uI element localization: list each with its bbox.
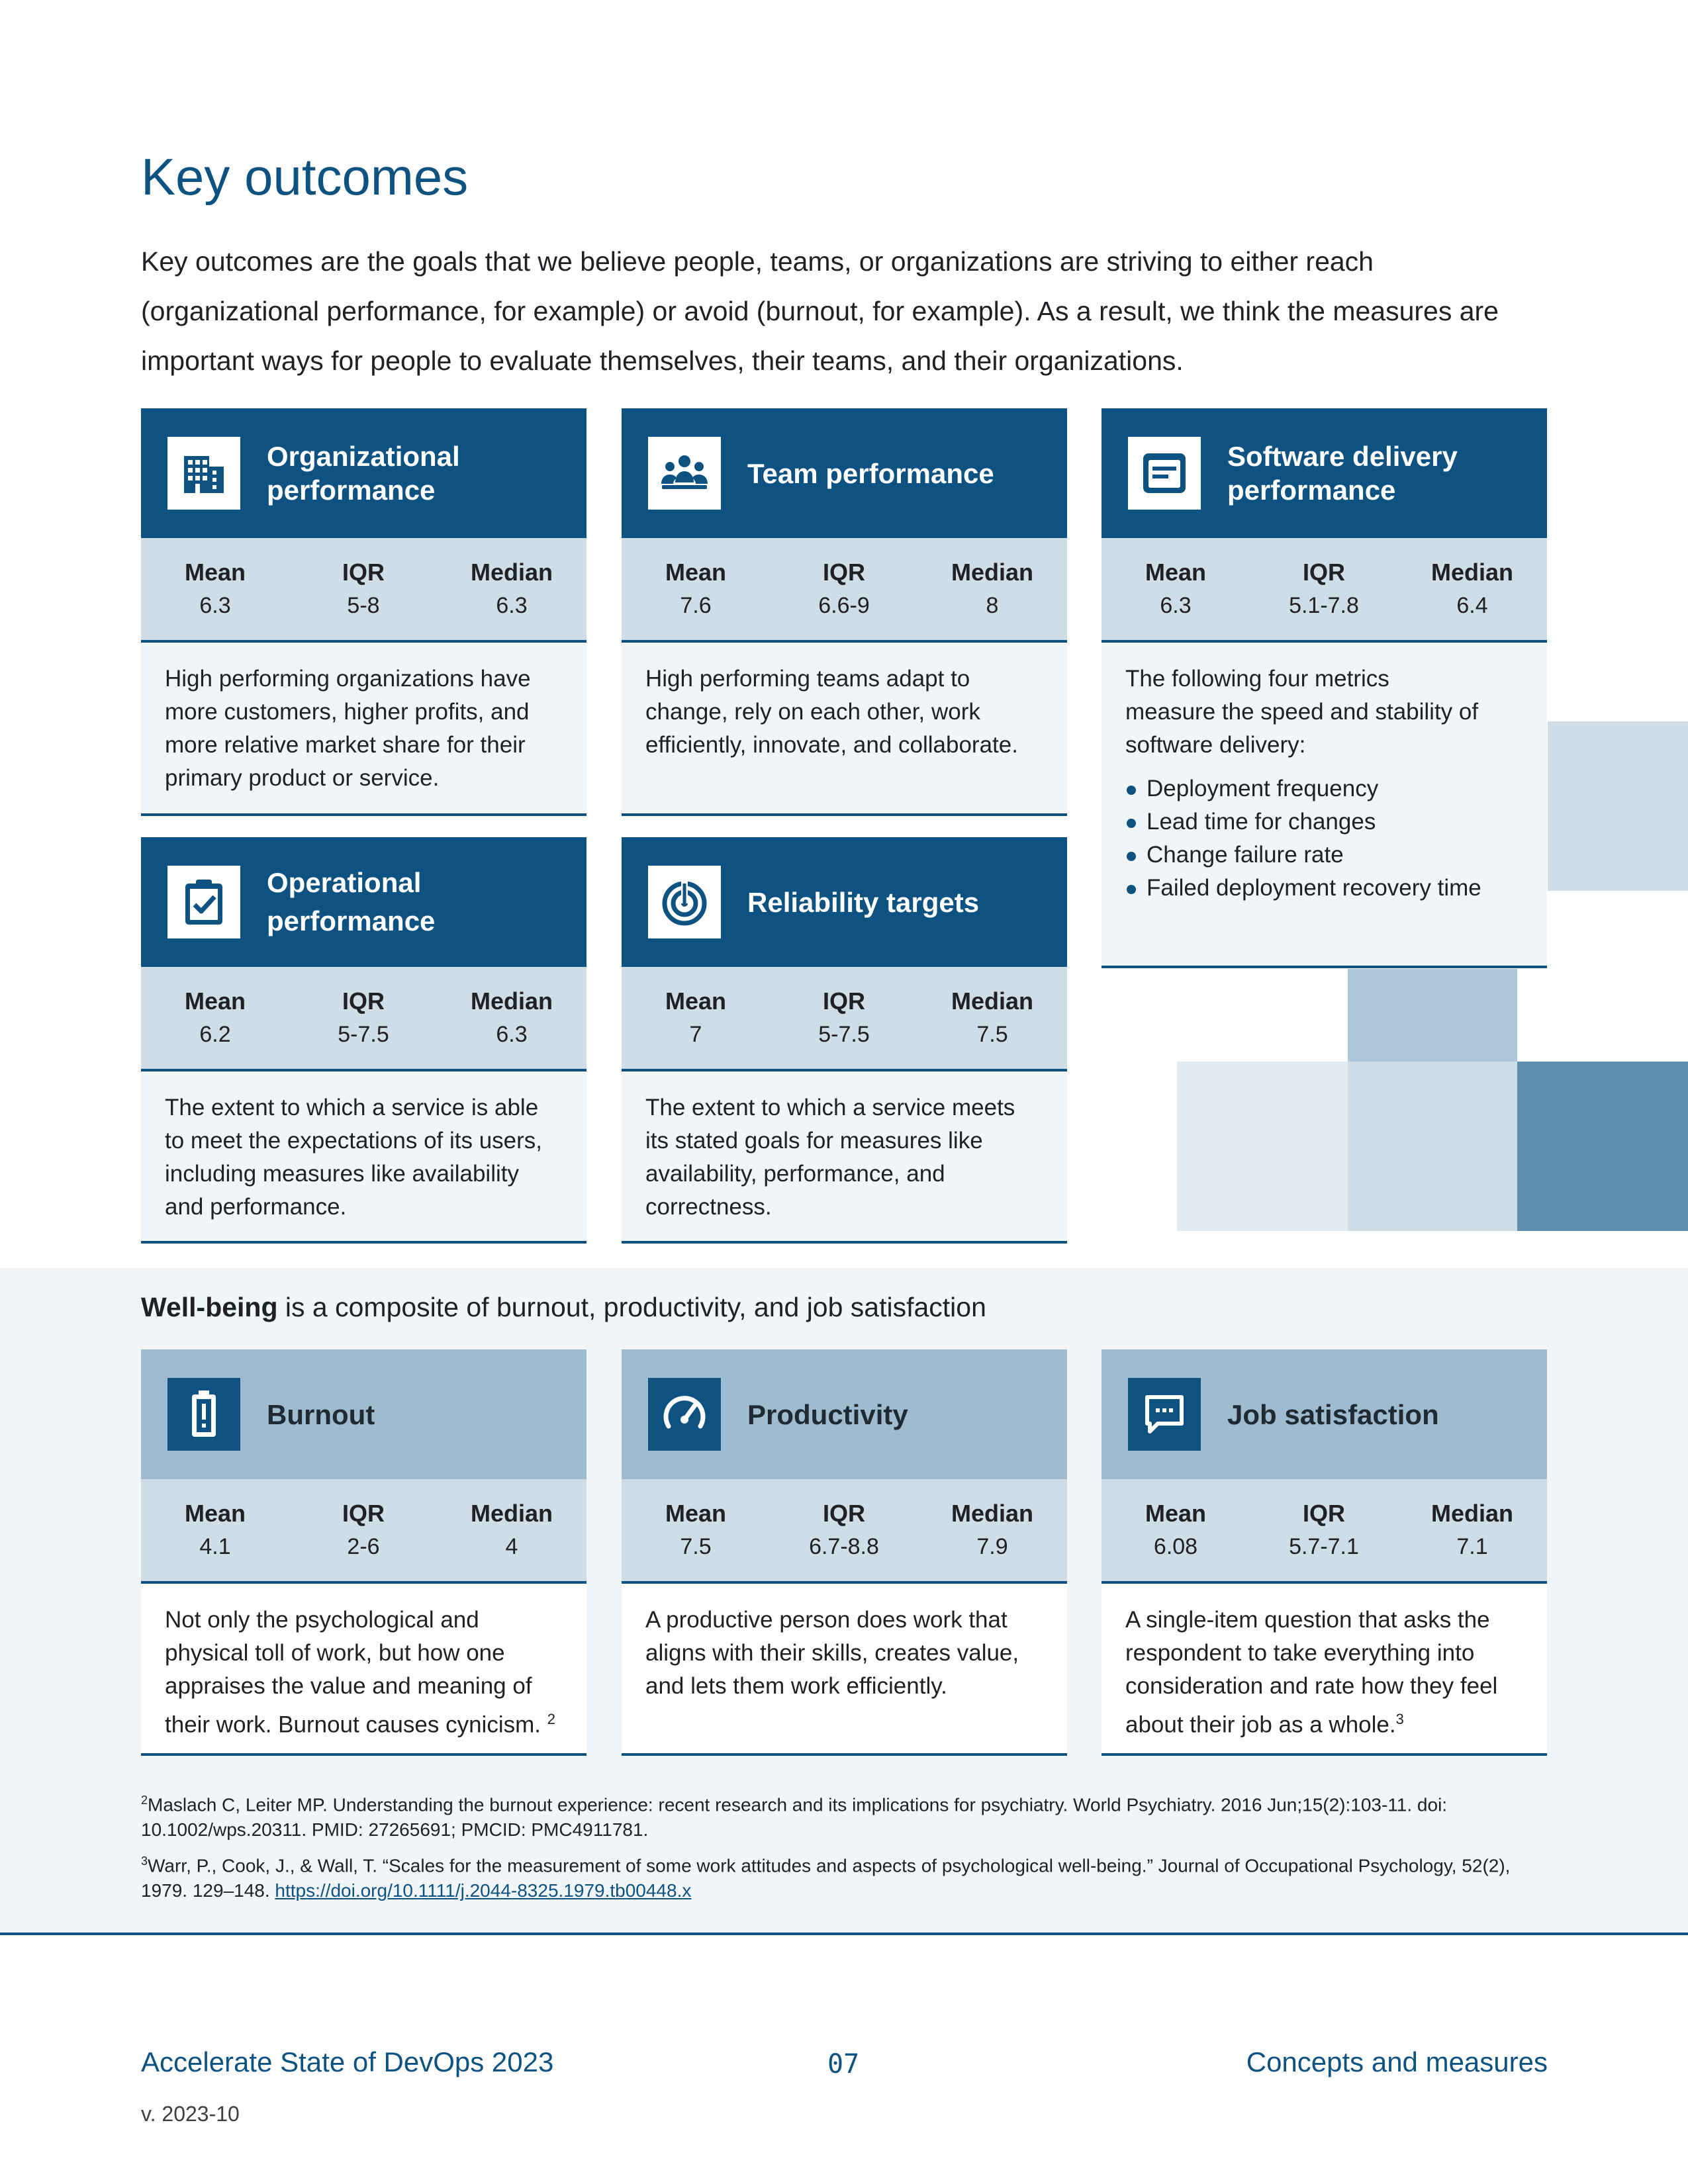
footnote-2 xyxy=(141,1788,1544,1843)
description-text: The extent to which a service meets its stated goals for measures like availability, performance, and correctness. xyxy=(645,1095,1015,1220)
stat-iqr xyxy=(289,985,438,1051)
stat-label: Median xyxy=(951,559,1033,586)
card-job-satisfaction xyxy=(1102,1349,1547,1756)
stat-value: 6.6-9 xyxy=(818,593,870,618)
card-header xyxy=(141,837,586,967)
stat-value: 5.7-7.1 xyxy=(1289,1534,1359,1559)
stats-row xyxy=(622,1479,1067,1584)
stat-iqr xyxy=(289,556,438,622)
stat-value: 6.2 xyxy=(199,1022,231,1047)
card-title: Reliability targets xyxy=(747,886,980,918)
stat-median xyxy=(918,985,1066,1051)
description-text: Not only the psychological and physical toll of work, but how one appraises the value and meaning of their work. Burnout causes cynicism. xyxy=(165,1607,541,1738)
stat-label: Median xyxy=(1430,1500,1513,1527)
footnote-ref[interactable]: 3 xyxy=(1395,1711,1404,1727)
stat-iqr xyxy=(770,556,918,622)
card-software-delivery-performance xyxy=(1102,408,1547,968)
stat-label: Mean xyxy=(184,559,246,586)
stat-value: 5-7.5 xyxy=(818,1022,870,1047)
footer-section-title: Concepts and measures xyxy=(1246,2046,1548,2077)
page-number: 07 xyxy=(827,2049,860,2079)
stat-label: IQR xyxy=(1302,559,1345,586)
stats-row xyxy=(1102,1479,1547,1584)
stat-mean xyxy=(141,985,289,1051)
footnote-ref[interactable]: 2 xyxy=(547,1711,555,1727)
card-description xyxy=(622,643,1067,816)
card-title: Organizational performance xyxy=(267,441,460,506)
card-title: Productivity xyxy=(747,1398,908,1430)
card-header xyxy=(622,1349,1067,1479)
stat-iqr xyxy=(289,1497,438,1563)
stat-label: Median xyxy=(470,1500,553,1527)
stat-value: 5-8 xyxy=(347,593,380,618)
stat-label: Mean xyxy=(1145,559,1207,586)
card-burnout xyxy=(141,1349,586,1756)
stat-median xyxy=(438,556,586,622)
building-icon xyxy=(167,437,240,510)
stat-value: 6.08 xyxy=(1153,1534,1198,1559)
battery-alert-icon xyxy=(167,1378,240,1451)
intro-paragraph: Key outcomes are the goals that we believe people, teams, or organizations are striving to either reach (organizational performance, for example) or avoid (burnout, for example). As a result, we think the measures are important ways for people to evaluate themselves, their teams, and their organizations. xyxy=(141,246,1499,376)
card-organizational-performance xyxy=(141,408,586,816)
stat-label: IQR xyxy=(822,1500,865,1527)
stat-value: 5-7.5 xyxy=(338,1022,389,1047)
stat-iqr xyxy=(770,1497,918,1563)
stat-iqr xyxy=(1250,1497,1398,1563)
stat-value: 7.6 xyxy=(680,593,712,618)
description-text: The extent to which a service is able to meet the expectations of its users, including measures like availability and performance. xyxy=(165,1095,543,1220)
description-text: High performing teams adapt to change, rely on each other, work efficiently, innovate, and collaborate. xyxy=(645,666,1018,758)
stat-value: 7.1 xyxy=(1456,1534,1488,1559)
stat-value: 6.3 xyxy=(496,593,528,618)
stat-median xyxy=(1398,1497,1546,1563)
stat-value: 4 xyxy=(505,1534,518,1559)
card-header xyxy=(1102,1349,1547,1479)
stat-value: 7.5 xyxy=(976,1022,1008,1047)
card-description xyxy=(1102,643,1547,968)
stat-mean xyxy=(622,556,770,622)
stat-value: 8 xyxy=(986,593,999,618)
stat-median xyxy=(438,1497,586,1563)
stat-label: IQR xyxy=(822,987,865,1015)
stats-row xyxy=(141,538,586,643)
stat-value: 7.5 xyxy=(680,1534,712,1559)
footnote-number: 3 xyxy=(141,1854,148,1868)
card-reliability-targets xyxy=(622,837,1067,1244)
description-text: A productive person does work that aligns with their skills, creates value, and lets them work efficiently. xyxy=(645,1607,1019,1699)
card-operational-performance xyxy=(141,837,586,1244)
decorative-square xyxy=(1348,1062,1517,1231)
footnote-text: Warr, P., Cook, J., & Wall, T. “Scales for the measurement of some work attitudes and aspects of psychological well-being.” Journal of Occupational Psychology, 52(2), 1979. 129–148. xyxy=(141,1855,1511,1901)
document-icon xyxy=(1128,437,1201,510)
stat-label: Mean xyxy=(665,1500,727,1527)
doi-link[interactable]: https://doi.org/10.1111/j.2044-8325.1979.tb00448.x xyxy=(275,1880,692,1901)
stat-value: 2-6 xyxy=(347,1534,380,1559)
stat-label: Mean xyxy=(184,1500,246,1527)
decorative-square xyxy=(1548,721,1688,891)
list-item: Deployment frequency xyxy=(1125,772,1523,805)
footnote-text: Maslach C, Leiter MP. Understanding the burnout experience: recent research and its implications for psychiatry. World Psychiatry. 2016 Jun;15(2):103-11. doi: 10.1002/wps.20311. PMID: 27265691; PMCID: PMC4911781. xyxy=(141,1794,1448,1841)
card-description xyxy=(622,1584,1067,1756)
stat-label: Median xyxy=(470,559,553,586)
stats-row xyxy=(141,1479,586,1584)
stat-value: 6.3 xyxy=(199,593,231,618)
stat-iqr xyxy=(770,985,918,1051)
footnote-number: 2 xyxy=(141,1794,148,1807)
clipboard-check-icon xyxy=(167,866,240,938)
stat-value: 6.4 xyxy=(1456,593,1488,618)
footnote-3 xyxy=(141,1848,1544,1903)
decorative-square xyxy=(1517,1062,1688,1231)
card-description xyxy=(141,1584,586,1756)
footer-report-title: Accelerate State of DevOps 2023 xyxy=(141,2046,554,2077)
stat-iqr xyxy=(1250,556,1398,622)
card-header xyxy=(622,408,1067,538)
stat-label: IQR xyxy=(342,1500,385,1527)
stat-median xyxy=(1398,556,1546,622)
chat-bubble-icon xyxy=(1128,1378,1201,1451)
wellbeing-rest: is a composite of burnout, productivity, and job satisfaction xyxy=(277,1292,986,1322)
stat-value: 7.9 xyxy=(976,1534,1008,1559)
stat-mean xyxy=(622,985,770,1051)
decorative-square xyxy=(1348,969,1517,1062)
card-description xyxy=(1102,1584,1547,1756)
stat-value: 6.3 xyxy=(496,1022,528,1047)
description-text: The following four metrics measure the speed and stability of software delivery: xyxy=(1125,666,1479,758)
stat-value: 6.7-8.8 xyxy=(809,1534,879,1559)
stats-row xyxy=(622,538,1067,643)
stat-label: Mean xyxy=(665,559,727,586)
stat-value: 6.3 xyxy=(1160,593,1192,618)
version-label: v. 2023-10 xyxy=(141,2102,240,2126)
stats-row xyxy=(622,967,1067,1071)
card-title: Software delivery performance xyxy=(1227,441,1458,506)
stat-value: 7 xyxy=(689,1022,702,1047)
card-description xyxy=(141,643,586,816)
target-icon xyxy=(648,866,721,938)
wellbeing-bold: Well-being xyxy=(141,1292,278,1322)
stat-label: Mean xyxy=(665,987,727,1015)
card-title: Burnout xyxy=(267,1398,375,1430)
stat-label: Median xyxy=(951,1500,1033,1527)
card-header xyxy=(622,837,1067,967)
card-header xyxy=(1102,408,1547,538)
stat-mean xyxy=(141,1497,289,1563)
card-title: Team performance xyxy=(747,457,994,489)
stat-value: 5.1-7.8 xyxy=(1289,593,1359,618)
stat-label: Median xyxy=(1430,559,1513,586)
stat-median xyxy=(918,556,1066,622)
list-item: Lead time for changes xyxy=(1125,805,1523,839)
stat-label: IQR xyxy=(1302,1500,1345,1527)
stat-mean xyxy=(1102,1497,1250,1563)
speedometer-icon xyxy=(648,1378,721,1451)
stat-label: Median xyxy=(470,987,553,1015)
card-header xyxy=(141,1349,586,1479)
card-description xyxy=(622,1071,1067,1244)
page-title: Key outcomes xyxy=(141,148,469,206)
stats-row xyxy=(1102,538,1547,643)
stat-label: Mean xyxy=(184,987,246,1015)
stat-mean xyxy=(141,556,289,622)
card-productivity xyxy=(622,1349,1067,1756)
stat-value: 4.1 xyxy=(199,1534,231,1559)
stat-mean xyxy=(622,1497,770,1563)
list-item: Failed deployment recovery time xyxy=(1125,872,1523,905)
description-text: High performing organizations have more customers, higher profits, and more relative market share for their primary product or service. xyxy=(165,666,531,791)
stat-label: IQR xyxy=(822,559,865,586)
stat-label: IQR xyxy=(342,987,385,1015)
stat-label: Median xyxy=(951,987,1033,1015)
stat-median xyxy=(438,985,586,1051)
decorative-square xyxy=(1177,1062,1348,1231)
metrics-list xyxy=(1125,772,1523,905)
stat-label: Mean xyxy=(1145,1500,1207,1527)
card-title: Job satisfaction xyxy=(1227,1398,1439,1430)
card-team-performance xyxy=(622,408,1067,816)
card-description xyxy=(141,1071,586,1244)
team-icon xyxy=(648,437,721,510)
card-header xyxy=(141,408,586,538)
list-item: Change failure rate xyxy=(1125,839,1523,872)
stats-row xyxy=(141,967,586,1071)
stat-mean xyxy=(1102,556,1250,622)
wellbeing-heading xyxy=(141,1292,986,1323)
stat-median xyxy=(918,1497,1066,1563)
card-title: Operational performance xyxy=(267,867,436,936)
description-text: A single-item question that asks the respondent to take everything into consideration and rate how they feel about their job as a whole. xyxy=(1125,1607,1498,1738)
stat-label: IQR xyxy=(342,559,385,586)
